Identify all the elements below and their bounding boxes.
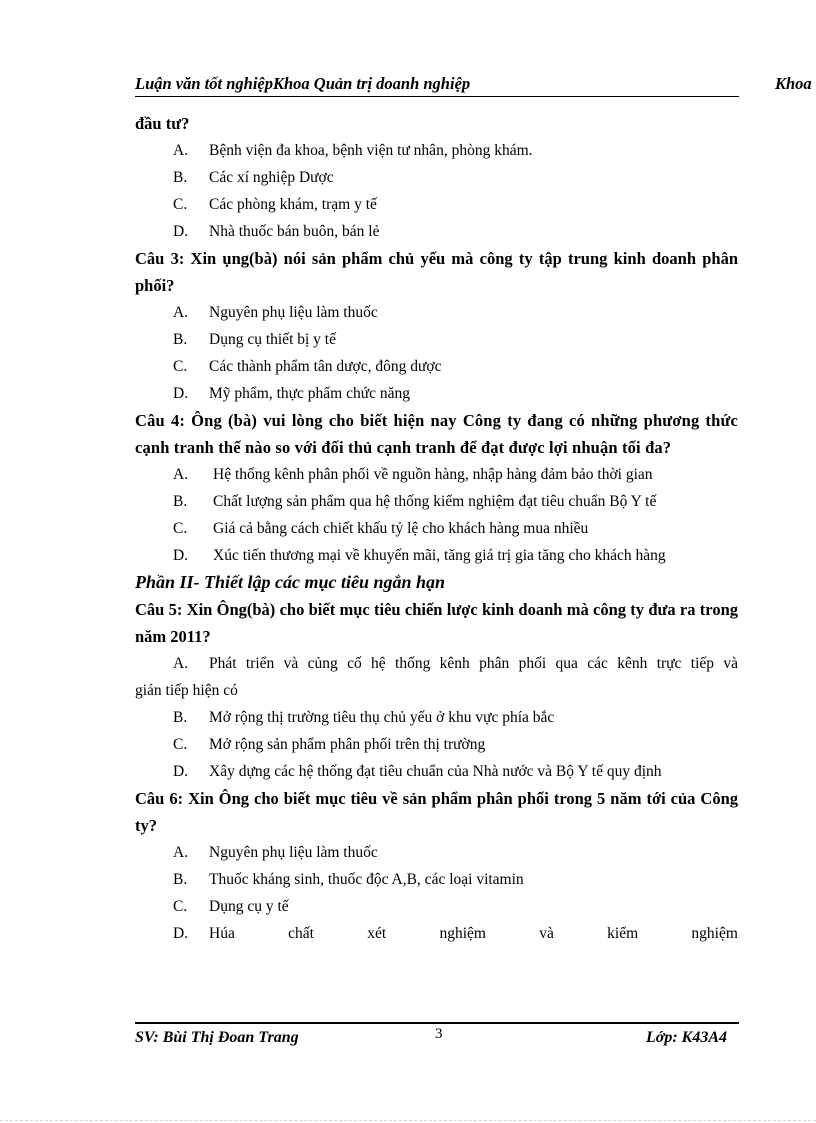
list-item	[135, 218, 738, 245]
option-text	[209, 920, 738, 947]
page-bottom-divider	[0, 1120, 816, 1121]
question-4: Câu 4: Ông (bà) vui lòng cho biết hiện nay Công ty đang có những phương thức cạnh tranh thế nào so với đối thủ cạnh tranh để đạt được lợi nhuận tối đa?	[135, 411, 738, 457]
question-3-options	[135, 299, 738, 407]
option-text: Nguyên phụ liệu làm thuốc	[209, 304, 378, 321]
footer-student-name: SV: Bùi Thị Đoan Trang	[135, 1029, 299, 1046]
list-item	[135, 515, 738, 542]
option-text: Giá cả bằng cách chiết khấu tỷ lệ cho khách hàng mua nhiều	[213, 520, 589, 537]
list-item	[135, 164, 738, 191]
question-4-options	[135, 461, 738, 569]
option-text: Chất lượng sản phẩm qua hệ thống kiểm nghiệm đạt tiêu chuẩn Bộ Y tế	[213, 493, 657, 510]
section-heading: Phần II- Thiết lập các mục tiêu ngắn hạn	[135, 572, 446, 592]
option-text: Các thành phẩm tân dược, đông dược	[209, 358, 442, 375]
header-title: Luận văn tốt nghiệpKhoa Quản trị doanh nghiệp	[135, 74, 471, 93]
page-footer	[135, 1022, 739, 1048]
list-item	[135, 488, 738, 515]
list-item	[135, 731, 738, 758]
option-letter: A.	[173, 142, 189, 159]
list-item	[135, 893, 738, 920]
footer-class: Lớp: K43A4	[645, 1029, 727, 1046]
option-text: Thuốc kháng sinh, thuốc độc A,B, các loại vitamin	[209, 871, 524, 888]
option-first-line	[135, 650, 738, 677]
option-text: Nguyên phụ liệu làm thuốc	[209, 844, 378, 861]
question-5-options	[135, 650, 738, 785]
option-letter: C.	[173, 736, 188, 753]
option-text: Dụng cụ thiết bị y tế	[209, 331, 336, 348]
list-item	[135, 866, 738, 893]
option-text: Phát triển và củng cố hệ thống kênh phân phối qua các kênh trực tiếp và	[209, 655, 738, 672]
option-letter: A.	[173, 466, 189, 483]
option-word: nghiệm	[691, 925, 738, 942]
option-text: Mở rộng thị trường tiêu thụ chủ yếu ở khu vực phía bắc	[209, 709, 555, 726]
option-letter: D.	[173, 925, 189, 942]
list-item	[135, 353, 738, 380]
option-text: Mở rộng sản phẩm phân phối trên thị trường	[209, 736, 486, 753]
option-letter: B.	[173, 169, 188, 186]
list-item	[135, 380, 738, 407]
option-letter: C.	[173, 196, 188, 213]
list-item	[135, 758, 738, 785]
header-right-text: Khoa	[775, 74, 812, 93]
option-word: xét	[367, 925, 387, 942]
option-letter: D.	[173, 547, 189, 564]
option-text: Xây dựng các hệ thống đạt tiêu chuẩn của Nhà nước và Bộ Y tế quy định	[209, 763, 662, 780]
option-letter: B.	[173, 331, 188, 348]
option-letter: C.	[173, 898, 188, 915]
option-letter: B.	[173, 493, 188, 510]
option-word: và	[539, 925, 554, 942]
list-item	[135, 191, 738, 218]
question-3: Câu 3: Xin ụng(bà) nói sản phẩm chủ yếu mà công ty tập trung kinh doanh phân phối?	[135, 249, 738, 295]
option-text: Nhà thuốc bán buôn, bán lẻ	[209, 223, 380, 240]
question-2-tail: đầu tư?	[135, 114, 190, 133]
list-item	[135, 704, 738, 731]
option-letter: B.	[173, 709, 188, 726]
page-header	[135, 72, 812, 97]
option-letter: A.	[173, 304, 189, 321]
document-body	[135, 110, 738, 947]
question-6: Câu 6: Xin Ông cho biết mục tiêu về sản phẩm phân phối trong 5 năm tới của Công ty?	[135, 789, 738, 835]
option-letter: C.	[173, 358, 188, 375]
list-item	[135, 650, 738, 704]
option-word: Húa	[209, 925, 235, 942]
option-letter: A.	[173, 655, 189, 672]
page-number: 3	[435, 1026, 443, 1042]
list-item	[135, 299, 738, 326]
option-text-continued: gián tiếp hiện có	[135, 682, 238, 699]
option-letter: C.	[173, 520, 188, 537]
option-letter: D.	[173, 223, 189, 240]
option-word: chất	[288, 925, 314, 942]
list-item	[135, 326, 738, 353]
option-text: Xúc tiến thương mại về khuyến mãi, tăng giá trị gia tăng cho khách hàng	[213, 547, 666, 564]
option-text: Dụng cụ y tế	[209, 898, 289, 915]
option-letter: A.	[173, 844, 189, 861]
question-6-options	[135, 839, 738, 947]
option-letter: B.	[173, 871, 188, 888]
option-text: Các phòng khám, trạm y tế	[209, 196, 377, 213]
list-item	[135, 542, 738, 569]
option-letter: D.	[173, 385, 189, 402]
list-item	[135, 839, 738, 866]
list-item	[135, 137, 738, 164]
question-5: Câu 5: Xin Ông(bà) cho biết mục tiêu chiến lược kinh doanh mà công ty đưa ra trong năm 2011?	[135, 600, 738, 646]
question-2-options	[135, 137, 738, 245]
option-letter: D.	[173, 763, 189, 780]
list-item	[135, 461, 738, 488]
option-text: Mỹ phẩm, thực phẩm chức năng	[209, 385, 411, 402]
list-item	[135, 920, 738, 947]
option-text: Bệnh viện đa khoa, bệnh viện tư nhân, phòng khám.	[209, 142, 533, 159]
option-text: Hệ thống kênh phân phối về nguồn hàng, nhập hàng đảm bảo thời gian	[213, 466, 653, 483]
option-word: nghiệm	[439, 925, 486, 942]
option-text: Các xí nghiệp Dược	[209, 169, 334, 186]
option-word: kiểm	[607, 925, 639, 942]
